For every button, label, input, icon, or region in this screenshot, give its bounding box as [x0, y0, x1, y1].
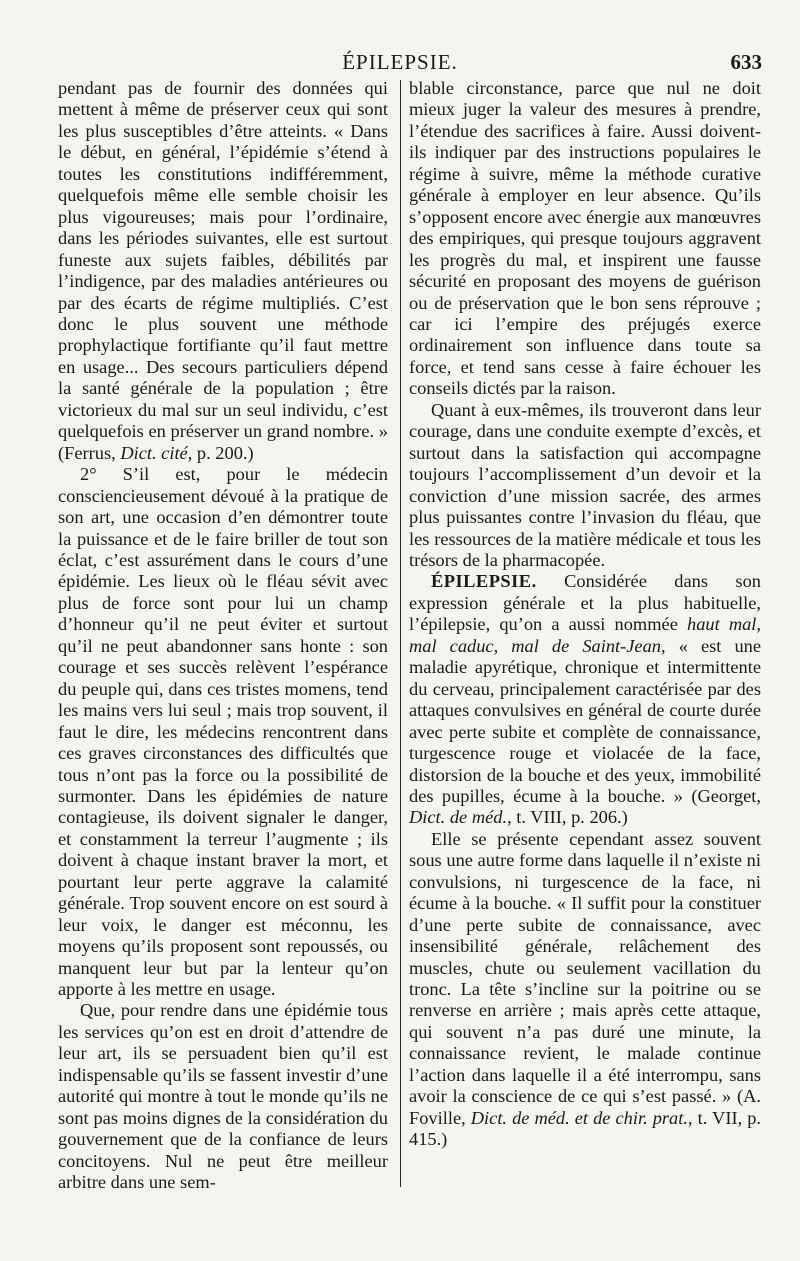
right-column — [409, 78, 761, 1151]
italic-citation: Dict. de méd. et de chir. prat. — [470, 1107, 688, 1128]
paragraph — [409, 400, 761, 572]
text-run: Quant à eux-mêmes, ils trouveront dans leur courage, dans une conduite exempte d’excès, et surtout dans la satisfaction qui accompagne toujours l’accomplissement d’un devoir et la conviction d’une mission sacrée, des armes plus puissantes contre l’invasion du fléau, que les ressources de la matière médicale et tous les trésors de la pharmacopée. — [409, 399, 761, 570]
text-run: , p. 200.) — [187, 442, 254, 463]
text-run: blable circonstance, parce que nul ne doit mieux juger la valeur des mesures à prendre, l’étendue des sacrifices à faire. Aussi doivent-ils indiquer par des instructions populaires le régime à suivre, même la méthode curative générale à employer en leur absence. Qu’ils s’opposent encore avec énergie aux manœuvres des empiriques, qui presque toujours aggravent les progrès du mal, et inspirent une fausse sécurité en proposant des moyens de guérison ou de préservation que le bon sens réprouve ; car ici l’empire des préjugés exerce ordinairement son influence dans toute sa force, et tend sans cesse à faire échouer les conseils dictés par la raison. — [409, 78, 761, 399]
text-run: Considérée dans son expression générale et la plus habituelle, l’épilepsie, qu’on a aussi nommée — [409, 571, 761, 635]
italic-citation: Dict. de méd. — [409, 807, 508, 828]
column-divider — [400, 80, 401, 1187]
left-column — [58, 78, 388, 1194]
text-run: , t. VII, p. 415.) — [409, 1107, 761, 1150]
page-number: 633 — [730, 50, 762, 74]
text-run: Que, pour rendre dans une épidémie tous les services qu’on est en droit d’attendre de leur art, ils se persuadent bien qu’il est indispensable qu’ils se fassent investir d’une autorité qui montre à tout le monde qu’ils ne sont pas moins dignes de la considération du gouvernement que de la confiance de leurs concitoyens. Nul ne peut être meilleur arbitre dans une sem- — [58, 1000, 388, 1193]
paragraph — [58, 78, 388, 464]
text-run: pendant pas de fournir des données qui mettent à même de préserver ceux qui sont les plus susceptibles d’être atteints. « Dans le début, en général, l’épidémie s’étend à toutes les constitutions indifféremment, quelquefois même elle semble choisir les plus vigoureuses; mais pour l’ordinaire, dans les périodes suivantes, elle est surtout funeste aux sujets faibles, débilités par l’indigence, par des maladies antérieures ou par des écarts de régime multipliés. C’est donc le plus souvent une méthode prophylactique fortifiante qu’il faut mettre en usage... Des secours particuliers dépend la santé générale de la population ; être victorieux du mal sur un seul individu, c’est quelquefois en préserver un grand nombre. » (Ferrus, — [58, 78, 388, 463]
running-head — [0, 50, 800, 80]
paragraph — [409, 571, 761, 828]
text-run: 2° S’il est, pour le médecin consciencieusement dévoué à la pratique de son art, une occasion d’en démontrer toute la puissance et de le faire briller de tout son éclat, c’est assurément dans le cours d’une épidémie. Les lieux où le fléau sévit avec plus de force sont pour lui un champ d’honneur qu’il ne peut éviter et surtout qu’il ne peut abandonner sans honte : son courage et ses succès relèvent l’espérance du peuple qui, dans ces tristes momens, tend les mains vers lui seul ; mais trop souvent, il faut le dire, les médecins rencontrent dans ces graves circonstances des difficultés que tous n’ont pas la force ou la possibilité de surmonter. Dans les épidémies de nature contagieuse, ils doivent signaler le danger, et constamment la terreur l’augmente ; ils doivent à chaque instant braver la mort, et pourtant leur perte aggrave la calamité générale. Trop souvent encore on est sourd à leur voix, le danger est méconnu, les moyens qu’ils proposent sont repoussés, ou manquent leur but par la lenteur qu’on apporte à les mettre en usage. — [58, 464, 388, 1000]
italic-citation: Dict. cité — [120, 442, 188, 463]
text-run: , t. VIII, p. 206.) — [507, 807, 628, 828]
italic-citation: haut mal, mal caduc, mal de Saint-Jean — [409, 614, 762, 656]
running-title: ÉPILEPSIE. — [342, 50, 458, 74]
paragraph — [409, 78, 761, 400]
paragraph — [58, 1000, 388, 1193]
paragraph — [58, 464, 388, 1000]
text-run: , « est une maladie apyrétique, chronique et intermittente du cerveau, principalement caractérisée par des attaques convulsives en général de courte durée avec perte subite et complète de connaissance, turgescence rouge et violacée de la face, distorsion de la bouche et des yeux, immobilité des pupilles, écume à la bouche. » (Georget, — [409, 635, 762, 806]
paragraph — [409, 829, 761, 1151]
text-run: Elle se présente cependant assez souvent sous une autre forme dans laquelle il n’existe ni convulsions, ni turgescence de la face, ni écume à la bouche. « Il suffit pour la constituer d’une perte subite de connaissance, avec insensibilité générale, relâchement des muscles, chute ou seulement vacillation du tronc. La tête s’incline sur la poitrine ou se renverse en arrière ; mais après cette attaque, qui souvent n’a pas duré une minute, la connaissance revient, le malade continue l’action dans laquelle il a été interrompu, sans avoir la conscience de ce qui s’est passé. » (A. Foville, — [409, 828, 761, 1128]
entry-headword: ÉPILEPSIE. — [431, 571, 537, 592]
